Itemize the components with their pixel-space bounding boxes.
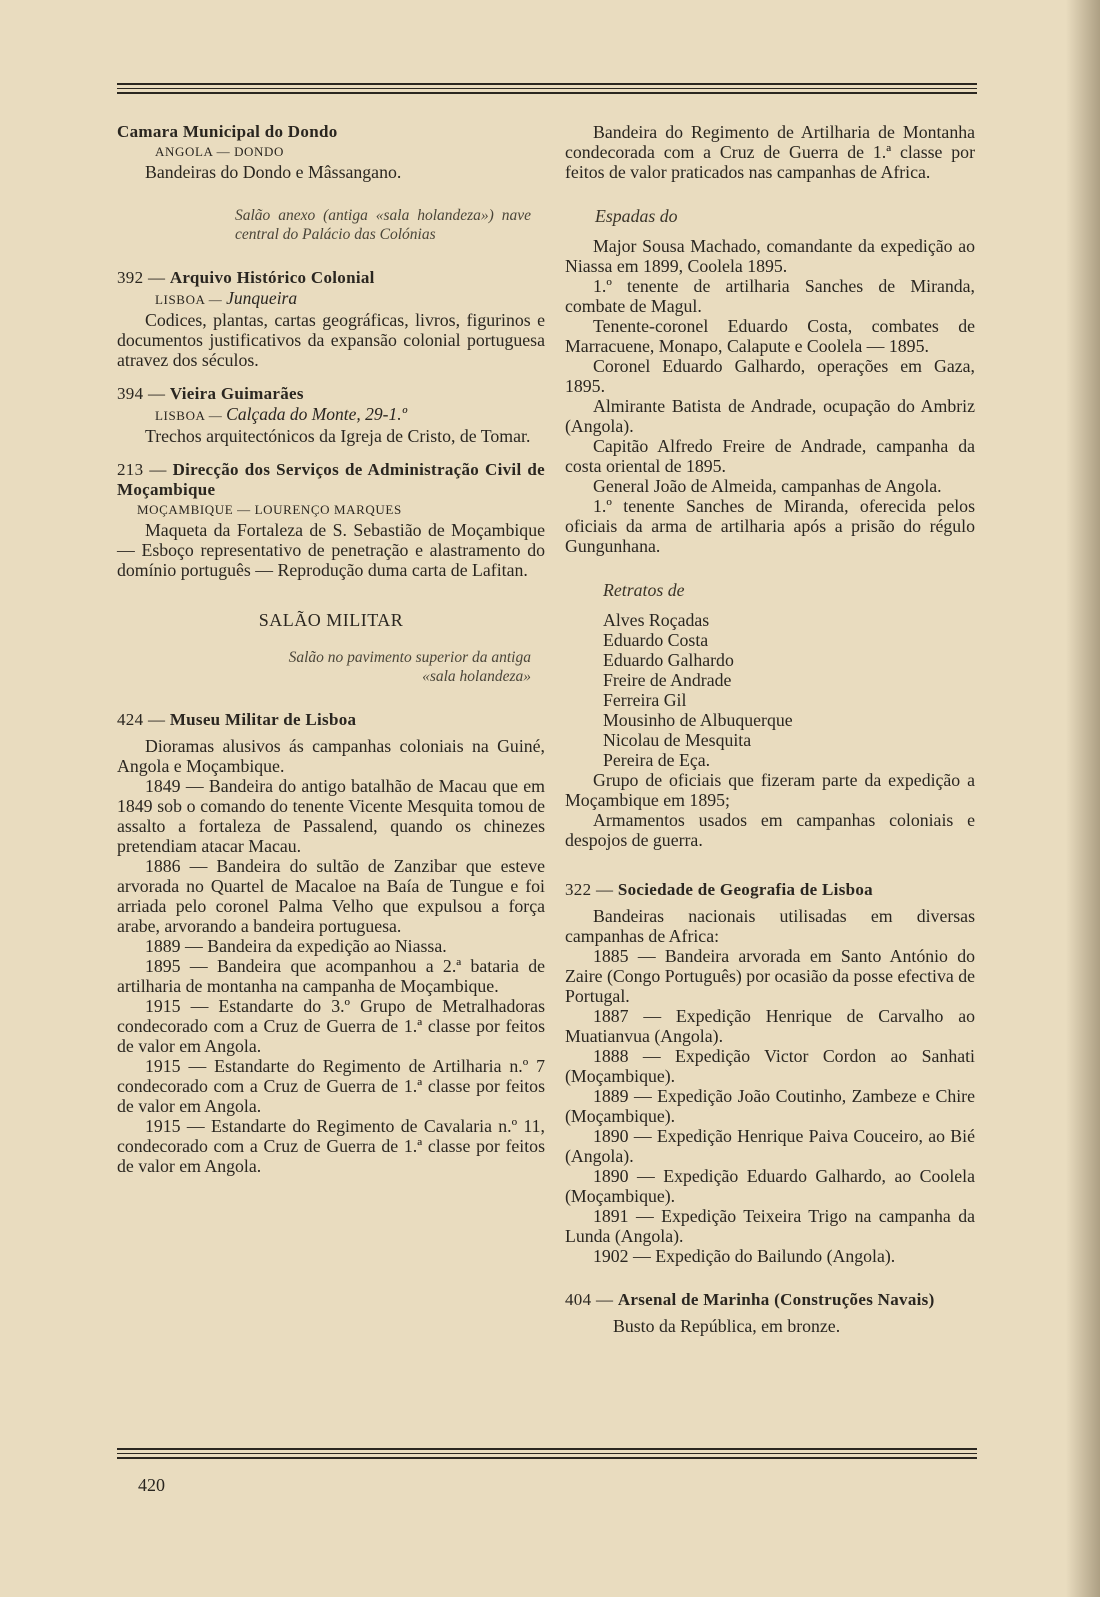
entry-text: Bandeiras do Dondo e Mâssangano.	[145, 162, 402, 182]
entry-text: Maqueta da Fortaleza de S. Sebastião de Moçambique — Esboço representativo de penetração e alastramento do domínio português — Reprodução duma carta de Lafitan.	[117, 520, 545, 580]
entry-address: Junqueira	[226, 288, 298, 308]
entry-paragraph: 1890 — Expedição Eduardo Galhardo, ao Coolela (Moçambique).	[565, 1166, 975, 1206]
entry-name: Arsenal de Marinha (Construções Navais)	[617, 1290, 935, 1309]
list-item: Ferreira Gil	[603, 690, 687, 710]
left-column	[117, 122, 545, 1176]
list-item: Eduardo Costa	[603, 630, 709, 650]
entry-title: 392 — Arquivo Histórico Colonial	[117, 268, 375, 287]
entry-paragraph: 1889 — Bandeira da expedição ao Niassa.	[145, 936, 447, 956]
list-item: Grupo de oficiais que fizeram parte da expedição a Moçambique em 1895;	[565, 770, 975, 810]
list-item: Nicolau de Mesquita	[603, 730, 752, 750]
top-rule	[117, 83, 977, 97]
entry-paragraph: 1888 — Expedição Victor Cordon ao Sanhati (Moçambique).	[565, 1046, 975, 1086]
entry-number: 424	[117, 710, 144, 729]
entry-paragraph: 1895 — Bandeira que acompanhou a 2.ª bataria de artilharia de montanha na campanha de Moçambique.	[117, 956, 545, 996]
entry-number: 322	[565, 880, 592, 899]
entry-paragraph: 1915 — Estandarte do 3.º Grupo de Metralhadoras condecorado com a Cruz de Guerra de 1.ª classe por feitos de valor em Angola.	[117, 996, 545, 1056]
entry-title: 404 — Arsenal de Marinha (Construções Navais)	[565, 1290, 935, 1309]
entry-paragraph: 1915 — Estandarte do Regimento de Cavalaria n.º 11, condecorado com a Cruz de Guerra de 1.ª classe por feitos de valor em Angola.	[117, 1116, 545, 1176]
entry-text: Busto da República, em bronze.	[613, 1316, 841, 1336]
entry-name: Museu Militar de Lisboa	[169, 710, 357, 729]
entry-name: Arquivo Histórico Colonial	[169, 268, 375, 287]
right-column	[565, 122, 975, 1336]
entry-paragraph: 1886 — Bandeira do sultão de Zanzibar que esteve arvorada no Quartel de Macaloe na Baía de Tungue e foi arriada pelo coronel Palma Velho que expulsou a força arabe, arvorando a bandeira portuguesa.	[117, 856, 545, 936]
location-note: Salão no pavimento superior da antiga «sala holandeza»	[288, 649, 531, 685]
entry-title: Camara Municipal do Dondo	[117, 122, 338, 141]
entry-paragraph: 1902 — Expedição do Bailundo (Angola).	[593, 1246, 896, 1266]
entry-paragraph: 1889 — Expedição João Coutinho, Zambeze e Chire (Moçambique).	[565, 1086, 975, 1126]
entry-paragraph: 1915 — Estandarte do Regimento de Artilharia n.º 7 condecorado com a Cruz de Guerra de 1.ª classe por feitos de valor em Angola.	[117, 1056, 545, 1116]
entry-name: Direcção dos Serviços de Administração Civil de Moçambique	[117, 460, 545, 499]
entry-place: LISBOA — Calçada do Monte, 29-1.º	[155, 404, 408, 424]
list-item: Pereira de Eça.	[603, 750, 711, 770]
entry-title: 322 — Sociedade de Geografia de Lisboa	[565, 880, 873, 899]
list-item: Freire de Andrade	[603, 670, 732, 690]
entry-paragraph: 1890 — Expedição Henrique Paiva Couceiro, ao Bié (Angola).	[565, 1126, 975, 1166]
entry-paragraph: 1891 — Expedição Teixeira Trigo na campanha da Lunda (Angola).	[565, 1206, 975, 1246]
list-item: Capitão Alfredo Freire de Andrade, campanha da costa oriental de 1895.	[565, 436, 975, 476]
entry-name: Vieira Guimarães	[169, 384, 304, 403]
list-item: Major Sousa Machado, comandante da expedição ao Niassa em 1899, Coolela 1895.	[565, 236, 975, 276]
entry-title: 424 — Museu Militar de Lisboa	[117, 710, 357, 729]
list-item: 1.º tenente de artilharia Sanches de Miranda, combate de Magul.	[565, 276, 975, 316]
entry-text: Codices, plantas, cartas geográficas, livros, figurinos e documentos justificativos da expansão colonial portuguesa atravez dos séculos.	[117, 310, 545, 370]
list-item: 1.º tenente Sanches de Miranda, oferecida pelos oficiais da arma de artilharia após a prisão do régulo Gungunhana.	[565, 496, 975, 556]
list-item: Tenente-coronel Eduardo Costa, combates de Marracuene, Monapo, Calapute e Coolela — 1895.	[565, 316, 975, 356]
list-item: Coronel Eduardo Galhardo, operações em Gaza, 1895.	[565, 356, 975, 396]
list-item: General João de Almeida, campanhas de Angola.	[593, 476, 942, 496]
location-note: Salão anexo (antiga «sala holandeza») nave central do Palácio das Colónias	[235, 207, 531, 243]
list-item: Armamentos usados em campanhas coloniais e despojos de guerra.	[565, 810, 975, 850]
portraits-list	[565, 610, 975, 770]
entry-address: Calçada do Monte, 29-1.º	[226, 404, 408, 424]
page-number: 420	[138, 1475, 165, 1495]
entry-paragraph: Bandeiras nacionais utilisadas em diversas campanhas de Africa:	[565, 906, 975, 946]
entry-paragraph: 1887 — Expedição Henrique de Carvalho ao Muatianvua (Angola).	[565, 1006, 975, 1046]
entry-number: 394	[117, 384, 144, 403]
page-edge-shadow	[1066, 0, 1100, 1597]
list-item: Eduardo Galhardo	[603, 650, 734, 670]
entry-number: 392	[117, 268, 144, 287]
subheading-espadas: Espadas do	[595, 206, 678, 226]
list-item: Mousinho de Albuquerque	[603, 710, 793, 730]
entry-paragraph: Dioramas alusivos ás campanhas coloniais na Guiné, Angola e Moçambique.	[117, 736, 545, 776]
entry-paragraph: 1849 — Bandeira do antigo batalhão de Macau que em 1849 sob o comando do tenente Vicente Mesquita tomou de assalto a fortaleza de Passalend, quando os chinezes pretendiam atacar Macau.	[117, 776, 545, 856]
subheading-retratos: Retratos de	[603, 580, 685, 600]
entry-name: Sociedade de Geografia de Lisboa	[617, 880, 873, 899]
entry-place: ANGOLA — DONDO	[155, 144, 285, 159]
entry-paragraph: 1885 — Bandeira arvorada em Santo António do Zaire (Congo Português) por ocasião da posse efectiva de Portugal.	[565, 946, 975, 1006]
entry-text: Trechos arquitectónicos da Igreja de Cristo, de Tomar.	[145, 426, 531, 446]
entry-title: 394 — Vieira Guimarães	[117, 384, 304, 403]
entry-place: LISBOA — Junqueira	[155, 288, 298, 308]
entry-title: 213 — Direcção dos Serviços de Administração Civil de Moçambique	[117, 460, 545, 499]
entry-paragraph: Bandeira do Regimento de Artilharia de Montanha condecorada com a Cruz de Guerra de 1.ª classe por feitos de valor praticados nas campanhas de Africa.	[565, 122, 975, 182]
entry-number: 404	[565, 1290, 592, 1309]
section-heading: SALÃO MILITAR	[258, 610, 404, 630]
entry-place: MOÇAMBIQUE — LOURENÇO MARQUES	[137, 502, 402, 517]
list-item: Almirante Batista de Andrade, ocupação do Ambriz (Angola).	[565, 396, 975, 436]
entry-number: 213	[117, 460, 144, 479]
list-item: Alves Roçadas	[603, 610, 710, 630]
bottom-rule	[117, 1448, 977, 1462]
